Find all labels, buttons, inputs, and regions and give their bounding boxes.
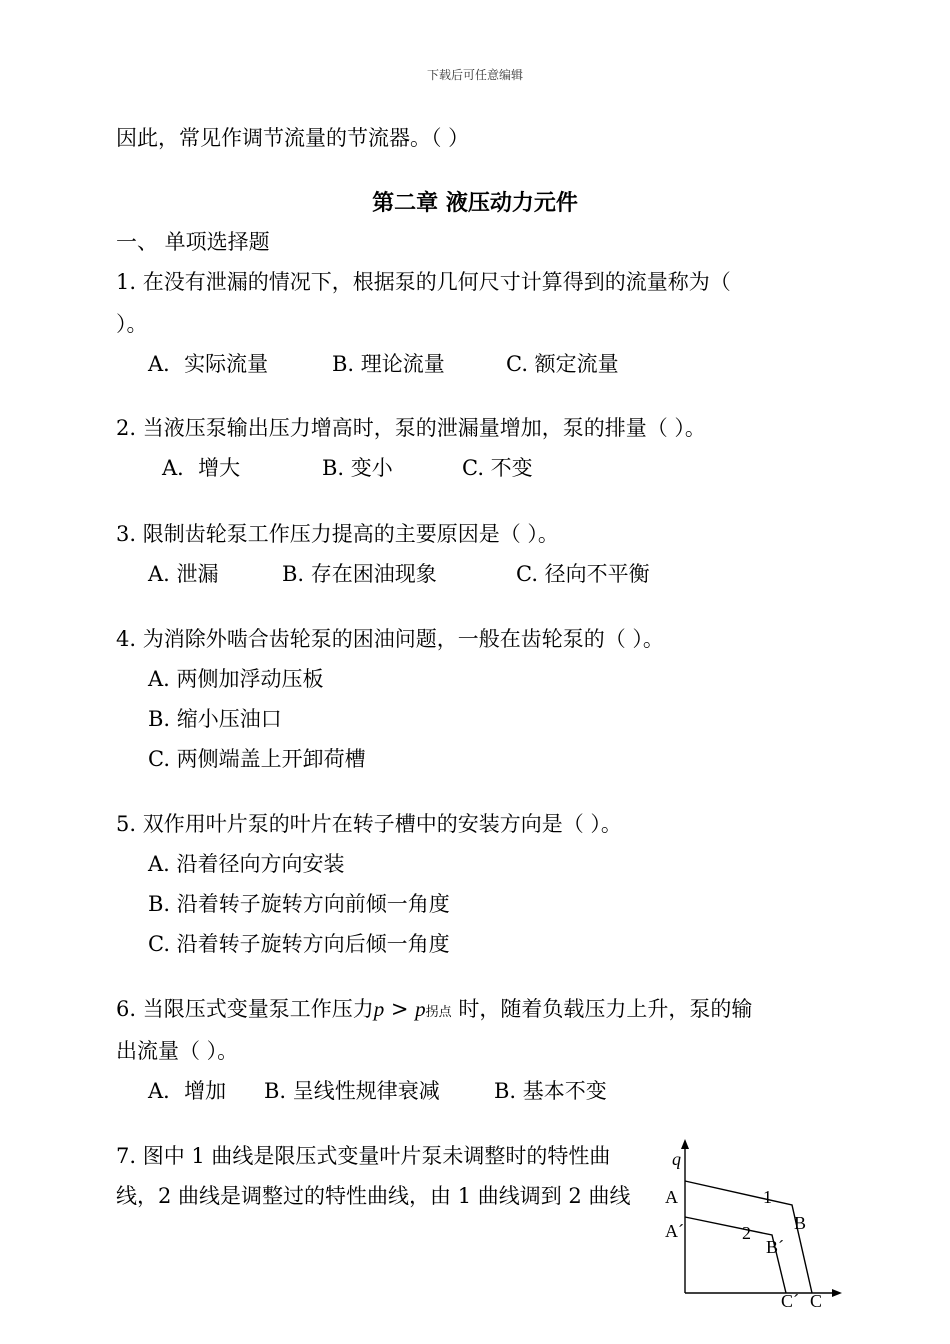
greater-than: >: [384, 997, 416, 1021]
question-5-option-c: C. 沿着转子旋转方向后倾一角度: [148, 932, 450, 956]
question-5-option-b: B. 沿着转子旋转方向前倾一角度: [148, 892, 450, 916]
question-6-option-c: B. 基本不变: [494, 1079, 607, 1103]
chapter-title: 第二章 液压动力元件: [372, 191, 578, 216]
question-5-stem: 5. 双作用叶片泵的叶片在转子槽中的安装方向是（ ）。: [116, 812, 622, 836]
section-heading: 一、 单项选择题: [116, 230, 270, 254]
question-6-stem-a: 6. 当限压式变量泵工作压力: [116, 997, 374, 1021]
question-1-stem-cont: ）。: [116, 312, 148, 336]
question-1-option-a: A．实际流量: [148, 352, 269, 376]
question-2-option-c: C. 不变: [462, 456, 533, 480]
pressure-symbol-2: p: [415, 997, 426, 1021]
question-1-option-b: B. 理论流量: [332, 352, 445, 376]
question-4-option-b: B. 缩小压油口: [148, 707, 282, 731]
label-a: A: [665, 1187, 678, 1207]
question-3-option-a: A. 泄漏: [148, 562, 219, 586]
pressure-symbol: p: [373, 997, 385, 1021]
x-axis-arrow: [832, 1289, 842, 1297]
question-5-option-a: A. 沿着径向方向安装: [148, 852, 345, 876]
question-6-stem: [116, 995, 752, 1027]
question-1-stem: 1. 在没有泄漏的情况下，根据泵的几何尺寸计算得到的流量称为（: [116, 270, 731, 294]
question-3-stem: 3. 限制齿轮泵工作压力提高的主要原因是（ ）。: [116, 522, 559, 546]
question-2-option-a: A．增大: [162, 456, 241, 480]
question-4-stem: 4. 为消除外啮合齿轮泵的困油问题，一般在齿轮泵的（ ）。: [116, 627, 664, 651]
pump-characteristic-figure: [660, 1135, 850, 1315]
question-6-stem-cont: 出流量（ ）。: [116, 1039, 239, 1063]
question-7-stem: 7. 图中 1 曲线是限压式变量叶片泵未调整时的特性曲: [116, 1144, 611, 1168]
label-curve-2: 2: [742, 1223, 751, 1243]
q-axis-label: q: [672, 1149, 681, 1169]
label-curve-1: 1: [763, 1187, 772, 1207]
question-3-option-c: C. 径向不平衡: [516, 562, 650, 586]
label-c-prime: C´: [781, 1291, 799, 1311]
question-6-stem-b: 时，随着负载压力上升，泵的输: [451, 997, 753, 1021]
label-a-prime: A´: [665, 1221, 684, 1241]
label-c: C: [810, 1291, 823, 1311]
page-header: 下载后可任意编辑: [426, 68, 523, 82]
question-1-option-c: C. 额定流量: [506, 352, 619, 376]
question-4-option-a: A. 两侧加浮动压板: [148, 667, 324, 691]
question-2-stem: 2. 当液压泵输出压力增高时，泵的泄漏量增加，泵的排量（ ）。: [116, 416, 706, 440]
intro-line: 因此，常见作调节流量的节流器。（ ）: [116, 126, 470, 150]
label-b-prime: B´: [766, 1237, 784, 1257]
question-6-option-b: B. 呈线性规律衰减: [264, 1079, 440, 1103]
question-2-option-b: B. 变小: [322, 456, 393, 480]
inflection-subscript: 拐点: [425, 1005, 452, 1020]
question-4-option-c: C. 两侧端盖上开卸荷槽: [148, 747, 366, 771]
question-6-option-a: A．增加: [148, 1079, 227, 1103]
question-3-option-b: B. 存在困油现象: [282, 562, 437, 586]
y-axis-arrow: [681, 1139, 689, 1149]
label-b: B: [794, 1213, 807, 1233]
question-7-stem-cont: 线，2 曲线是调整过的特性曲线，由 1 曲线调到 2 曲线: [116, 1184, 631, 1208]
